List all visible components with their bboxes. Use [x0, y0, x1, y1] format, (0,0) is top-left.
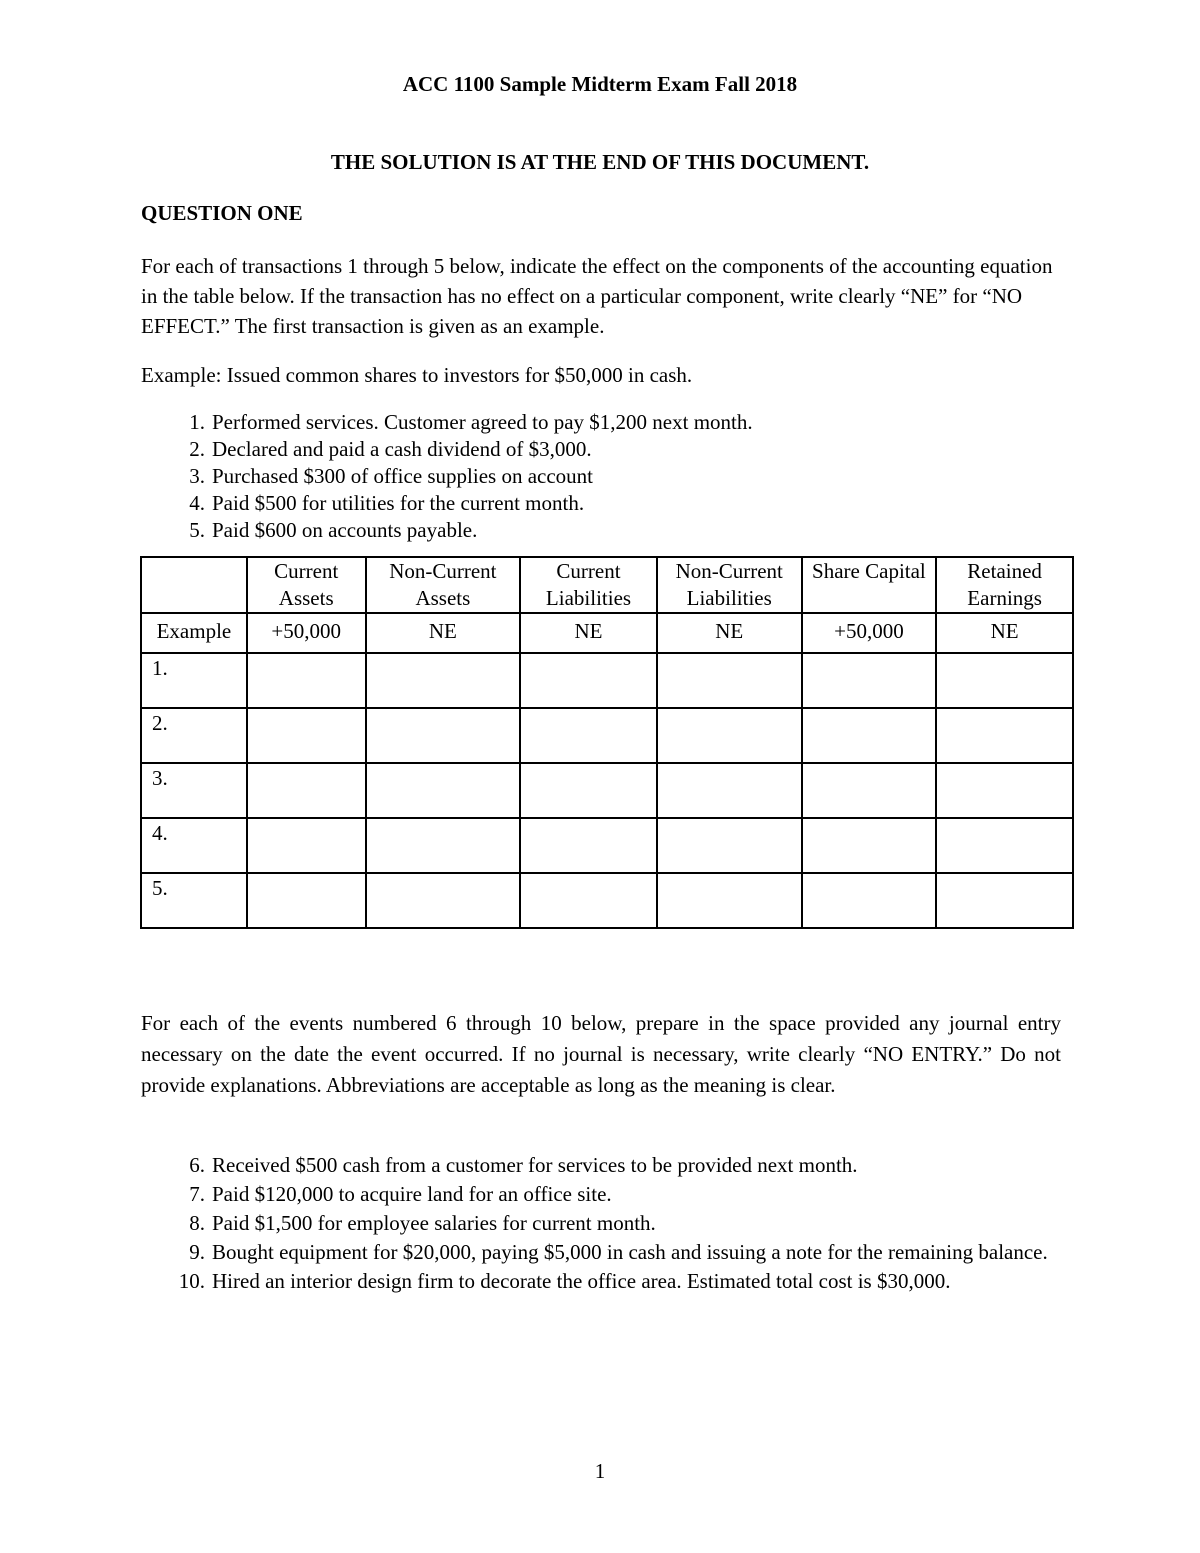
table-row-label: 4.: [141, 818, 247, 873]
list-item: [141, 517, 753, 544]
page-number: 1: [594, 1459, 606, 1483]
table-header-cell: [141, 557, 247, 613]
answer-cell[interactable]: [936, 873, 1073, 928]
table-cell: NE: [936, 613, 1073, 653]
solution-notice: THE SOLUTION IS AT THE END OF THIS DOCUMENT.: [330, 150, 870, 174]
list-item: [141, 1151, 1061, 1180]
table-cell: Example: [141, 613, 247, 653]
table-header-cell: Current Liabilities: [520, 557, 657, 613]
document-title: ACC 1100 Sample Midterm Exam Fall 2018: [402, 72, 798, 96]
answer-cell[interactable]: [657, 818, 802, 873]
list-item-number: 3.: [189, 464, 205, 488]
answer-cell[interactable]: [520, 873, 657, 928]
table-header-cell: Share Capital: [802, 557, 937, 613]
answer-cell[interactable]: [657, 763, 802, 818]
event-list: [141, 1151, 1061, 1296]
list-item-text: Paid $1,500 for employee salaries for current month.: [212, 1211, 656, 1235]
table-row: [141, 818, 1073, 873]
answer-cell[interactable]: [657, 653, 802, 708]
list-item-text: Purchased $300 of office supplies on account: [212, 464, 594, 488]
table-row: [141, 653, 1073, 708]
list-item-number: 7.: [189, 1182, 205, 1206]
table-row-label: 2.: [141, 708, 247, 763]
answer-cell[interactable]: [366, 818, 521, 873]
table-row: [141, 763, 1073, 818]
table-header-row: [141, 557, 1073, 613]
list-item-text: Hired an interior design firm to decorate the office area. Estimated total cost is $30,000.: [212, 1269, 951, 1293]
answer-cell[interactable]: [366, 708, 521, 763]
list-item: [141, 1180, 1061, 1209]
list-item-number: 8.: [189, 1211, 205, 1235]
answer-cell[interactable]: [520, 763, 657, 818]
list-item: [141, 490, 753, 517]
answer-cell[interactable]: [802, 763, 937, 818]
answer-cell[interactable]: [936, 818, 1073, 873]
answer-cell[interactable]: [657, 708, 802, 763]
list-item-number: 6.: [189, 1153, 205, 1177]
table-header-cell: Current Assets: [247, 557, 366, 613]
list-item-text: Performed services. Customer agreed to pay $1,200 next month.: [212, 410, 753, 434]
table-cell: +50,000: [247, 613, 366, 653]
table-header-cell: Non-Current Liabilities: [657, 557, 802, 613]
answer-cell[interactable]: [247, 708, 366, 763]
answer-cell[interactable]: [520, 653, 657, 708]
list-item-text: Paid $500 for utilities for the current month.: [212, 491, 585, 515]
table-row-label: 3.: [141, 763, 247, 818]
answer-cell[interactable]: [247, 873, 366, 928]
answer-cell[interactable]: [247, 653, 366, 708]
list-item-number: 2.: [189, 437, 205, 461]
answer-cell[interactable]: [936, 653, 1073, 708]
example-text: Example: Issued common shares to investors for $50,000 in cash.: [141, 363, 693, 387]
answer-cell[interactable]: [802, 653, 937, 708]
instructions-paragraph-2: For each of the events numbered 6 through 10 below, prepare in the space provided any journal entry necessary on the date the event occurred. If no journal is necessary, write clearly “NO ENTRY.” Do not provide explanations. Abbreviations are acceptable as long as the meaning is clear.: [141, 1011, 1061, 1097]
table-cell: NE: [520, 613, 657, 653]
question-heading: QUESTION ONE: [141, 201, 303, 225]
table-cell: NE: [366, 613, 521, 653]
answer-cell[interactable]: [520, 708, 657, 763]
answer-cell[interactable]: [247, 763, 366, 818]
table-header-cell: Non-Current Assets: [366, 557, 521, 613]
list-item-text: Paid $600 on accounts payable.: [212, 518, 478, 542]
list-item-text: Paid $120,000 to acquire land for an office site.: [212, 1182, 612, 1206]
answer-cell[interactable]: [802, 708, 937, 763]
list-item-text: Declared and paid a cash dividend of $3,000.: [212, 437, 592, 461]
table-row: [141, 613, 1073, 653]
accounting-equation-table: [140, 556, 1074, 929]
answer-cell[interactable]: [247, 818, 366, 873]
list-item-number: 4.: [189, 491, 205, 515]
list-item-number: 9.: [189, 1240, 205, 1264]
list-item-number: 10.: [178, 1269, 205, 1293]
list-item-number: 1.: [189, 410, 205, 434]
list-item: [141, 436, 753, 463]
list-item-text: Received $500 cash from a customer for services to be provided next month.: [212, 1153, 858, 1177]
answer-cell[interactable]: [802, 818, 937, 873]
list-item-text: Bought equipment for $20,000, paying $5,000 in cash and issuing a note for the remaining balance.: [212, 1240, 1048, 1264]
table-cell: NE: [657, 613, 802, 653]
list-item: [141, 1267, 1061, 1296]
answer-cell[interactable]: [657, 873, 802, 928]
answer-cell[interactable]: [802, 873, 937, 928]
instructions-paragraph-1: For each of transactions 1 through 5 below, indicate the effect on the components of the accounting equation in the table below. If the transaction has no effect on a particular component, write clearly “NE” for “NO EFFECT.” The first transaction is given as an example.: [141, 254, 1053, 338]
list-item-number: 5.: [189, 518, 205, 542]
answer-cell[interactable]: [520, 818, 657, 873]
answer-cell[interactable]: [366, 873, 521, 928]
answer-cell[interactable]: [936, 763, 1073, 818]
transaction-list: [141, 409, 753, 544]
table-header-cell: Retained Earnings: [936, 557, 1073, 613]
table-row: [141, 873, 1073, 928]
list-item: [141, 1209, 1061, 1238]
table-row-label: 5.: [141, 873, 247, 928]
answer-cell[interactable]: [366, 763, 521, 818]
answer-cell[interactable]: [366, 653, 521, 708]
list-item: [141, 463, 753, 490]
list-item: [141, 409, 753, 436]
table-row: [141, 708, 1073, 763]
list-item: [141, 1238, 1061, 1267]
table-row-label: 1.: [141, 653, 247, 708]
answer-cell[interactable]: [936, 708, 1073, 763]
table-cell: +50,000: [802, 613, 937, 653]
